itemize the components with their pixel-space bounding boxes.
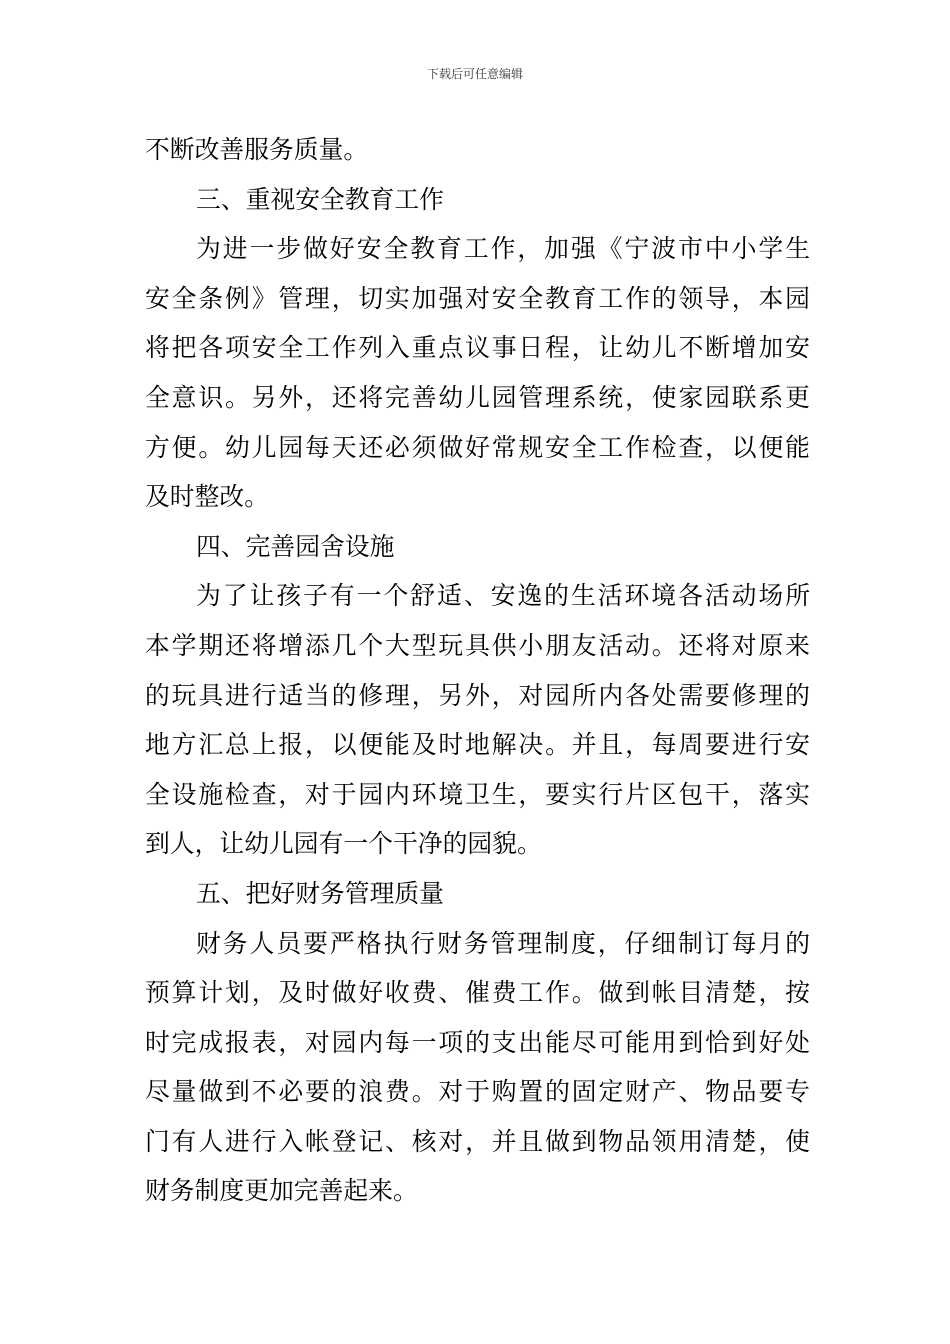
section-heading: 五、把好财务管理质量 xyxy=(196,878,444,908)
paragraph-line: 财务制度更加完善起来。 xyxy=(145,1176,418,1206)
section-heading: 三、重视安全教育工作 xyxy=(196,184,444,214)
paragraph-line: 尽 量 做 到 不 必 要 的 浪 费 。 对 于 购 置 的 固 定 财 产 、 物 品 要 专 xyxy=(145,1077,810,1107)
paragraph-line: 全 意 识 。 另 外 ， 还 将 完 善 幼 儿 园 管 理 系 统 ， 使 家 园 联 系 更 xyxy=(145,382,810,412)
paragraph-line: 方 便 。 幼 儿 园 每 天 还 必 须 做 好 常 规 安 全 工 作 检 查 ， 以 便 能 xyxy=(145,432,810,462)
paragraph-line: 到人，让幼儿园有一个干净的园貌。 xyxy=(145,829,542,859)
paragraph-line: 预 算 计 划 ， 及 时 做 好 收 费 、 催 费 工 作 。 做 到 帐 目 清 楚 ， 按 xyxy=(145,978,810,1008)
paragraph-line: 地 方 汇 总 上 报 ， 以 便 能 及 时 地 解 决 。 并 且 ， 每 周 要 进 行 安 xyxy=(145,730,810,760)
paragraph-line: 门 有 人 进 行 入 帐 登 记 、 核 对 ， 并 且 做 到 物 品 领 用 清 楚 ， 使 xyxy=(145,1126,810,1156)
body-text xyxy=(145,125,810,1216)
page-header: 下载后可任意编辑 xyxy=(426,67,523,81)
paragraph-line: 全 设 施 检 查 ， 对 于 园 内 环 境 卫 生 ， 要 实 行 片 区 包 干 ， 落 实 xyxy=(145,779,810,809)
paragraph-line: 安 全 条 例 》 管 理 ， 切 实 加 强 对 安 全 教 育 工 作 的 领 导 ， 本 园 xyxy=(145,283,810,313)
paragraph-line: 时 完 成 报 表 ， 对 园 内 每 一 项 的 支 出 能 尽 可 能 用 到 恰 到 好 处 xyxy=(145,1027,810,1057)
paragraph-line: 将 把 各 项 安 全 工 作 列 入 重 点 议 事 日 程 ， 让 幼 儿 不 断 增 加 安 xyxy=(145,333,810,363)
paragraph-line: 的 玩 具 进 行 适 当 的 修 理 ， 另 外 ， 对 园 所 内 各 处 需 要 修 理 的 xyxy=(145,680,810,710)
paragraph-line: 本 学 期 还 将 增 添 几 个 大 型 玩 具 供 小 朋 友 活 动 。 还 将 对 原 来 xyxy=(145,630,810,660)
section-heading: 四、完善园舍设施 xyxy=(196,531,395,561)
paragraph-line: 及时整改。 xyxy=(145,482,269,512)
paragraph-line: 为 了 让 孩 子 有 一 个 舒 适 、 安 逸 的 生 活 环 境 各 活 动 场 所 xyxy=(196,581,810,611)
paragraph-line: 为 进 一 步 做 好 安 全 教 育 工 作 ， 加 强 《 宁 波 市 中 小 学 生 xyxy=(196,234,810,264)
paragraph-line: 不断改善服务质量。 xyxy=(145,135,369,164)
paragraph-line: 财 务 人 员 要 严 格 执 行 财 务 管 理 制 度 ， 仔 细 制 订 每 月 的 xyxy=(196,928,810,958)
